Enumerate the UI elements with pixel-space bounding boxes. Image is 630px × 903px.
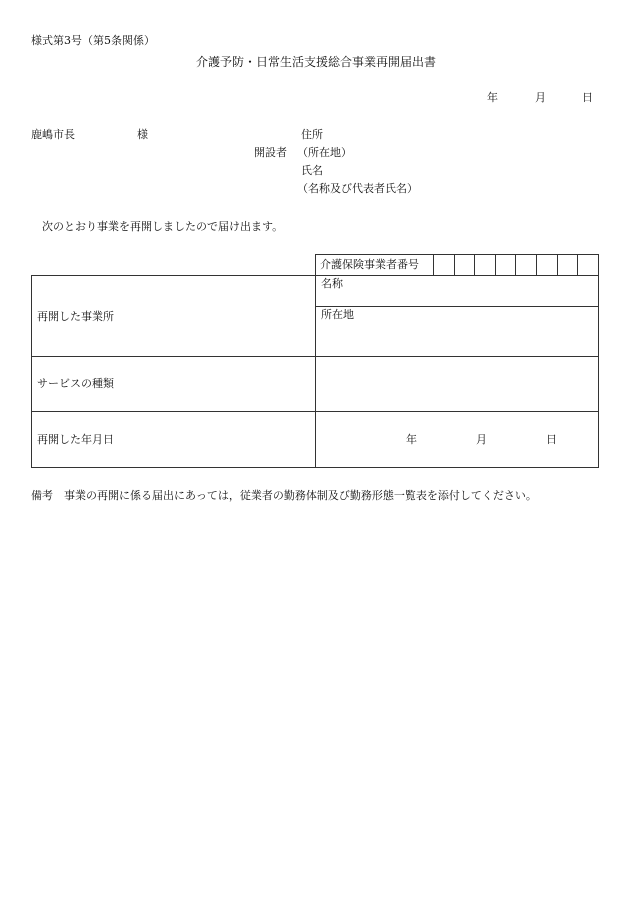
addressee-name: 鹿嶋市長 <box>31 128 75 141</box>
page-title: 介護予防・日常生活支援総合事業再開届出書 <box>196 55 437 69</box>
operator-role-label: 開設者 <box>254 146 287 159</box>
date-month-label: 月 <box>535 91 546 104</box>
insurance-number-label: 介護保険事業者番号 <box>320 258 419 271</box>
date-day-label: 日 <box>582 91 593 104</box>
addressee-honorific: 様 <box>137 128 148 141</box>
reopen-month-label: 月 <box>476 433 487 446</box>
operator-address-label: 住所 <box>301 128 323 141</box>
office-label: 再開した事業所 <box>37 310 114 323</box>
date-year-label: 年 <box>487 91 498 104</box>
operator-name-sub-label: （名称及び代表者氏名） <box>297 182 418 195</box>
form-number: 様式第3号（第5条関係） <box>31 34 155 47</box>
reopen-year-label: 年 <box>406 433 417 446</box>
note-text: 備考 事業の再開に係る届出にあっては，従業者の勤務体制及び勤務形態一覧表を添付してください。 <box>31 489 537 502</box>
statement-text: 次のとおり事業を再開しましたので届け出ます。 <box>42 220 284 233</box>
office-address-label: 所在地 <box>321 308 354 321</box>
operator-address-sub-label: （所在地） <box>297 146 352 159</box>
operator-name-label: 氏名 <box>301 164 323 177</box>
office-name-label: 名称 <box>321 277 343 290</box>
reopen-date-label: 再開した年月日 <box>37 433 114 446</box>
service-type-label: サービスの種類 <box>37 377 114 390</box>
reopen-day-label: 日 <box>546 433 557 446</box>
